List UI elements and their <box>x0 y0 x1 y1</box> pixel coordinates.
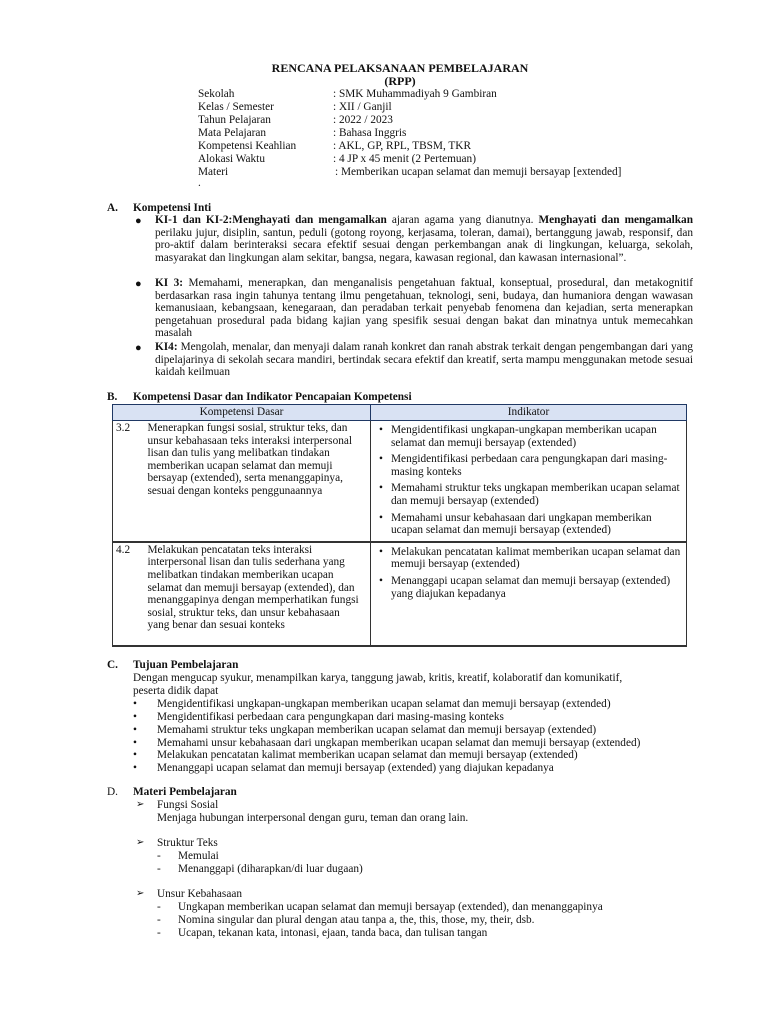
ki-text: Memahami, menerapkan, dan menganalisis pengetahuan faktual, konseptual, prosedural, dan metakognitif berdasarkan rasa ingin tahunya tentang ilmu pengetahuan, teknologi, seni, budaya, dan humaniora dengan wawasan kemanusiaan, kebangsaan, kenegaraan, dan peradaban terkait penyebab fenomena dan kejadian, serta menerapkan pengetahuan prosedural pada bidang kajian yang spesifik sesuai dengan bakat dan minatnya untuk memecahkan masalah <box>155 277 693 340</box>
ki-label: KI 3: <box>155 277 184 289</box>
indicator-list <box>371 421 687 542</box>
dash-bullet: - <box>157 901 161 913</box>
bullet-icon: • <box>133 711 137 723</box>
arrow-bullet-icon: ➢ <box>136 888 145 899</box>
material-item: Nomina singular dan plural dengan atau tanpa a, the, this, those, my, their, dsb. <box>178 914 535 926</box>
column-header-kd: Kompetensi Dasar <box>113 405 371 421</box>
arrow-bullet-icon: ➢ <box>136 799 145 810</box>
bullet-icon: ● <box>135 278 142 290</box>
section-letter: A. <box>107 202 118 214</box>
goal-item: Mengidentifikasi ungkapan-ungkapan memberikan ucapan selamat dan memuji bersayap (extended) <box>157 698 611 710</box>
table-header-row <box>113 405 687 421</box>
document-title: RENCANA PELAKSANAAN PEMBELAJARAN <box>271 61 529 75</box>
ki-label: KI4: <box>155 341 178 353</box>
identity-label: Alokasi Waktu <box>198 153 265 165</box>
material-subheading: Struktur Teks <box>157 837 218 849</box>
material-subheading: Fungsi Sosial <box>157 799 219 811</box>
ki-text: Mengolah, menalar, dan menyaji dalam ranah konkret dan ranah abstrak terkait dengan pengembangan dari yang dipelajarinya di sekolah secara mandiri, bertindak secara efektif dan kreatif, serta mampu menggunakan metode sesuai kaidah keilmuan <box>155 341 693 379</box>
material-item: Menanggapi (diharapkan/di luar dugaan) <box>178 863 363 875</box>
ki-1-2-paragraph <box>155 214 693 264</box>
goal-intro: Dengan mengucap syukur, menampilkan karya, tanggung jawab, kritis, kreatif, kolaboratif dan komunikatif, <box>133 672 623 684</box>
material-item: Ucapan, tekanan kata, intonasi, ejaan, tanda baca, dan tulisan tangan <box>178 927 488 939</box>
identity-label: Sekolah <box>198 88 235 100</box>
column-header-indicator: Indikator <box>371 405 687 421</box>
identity-value: : Memberikan ucapan selamat dan memuji bersayap [extended] <box>335 166 622 178</box>
section-title: Materi Pembelajaran <box>133 786 237 798</box>
section-d-heading <box>107 786 237 799</box>
bullet-icon: ● <box>135 342 142 354</box>
identity-dot: . <box>198 177 201 189</box>
document-subtitle: (RPP) <box>384 74 416 88</box>
dash-bullet: - <box>157 927 161 939</box>
section-letter: D. <box>107 786 118 798</box>
kd-number: 4.2 <box>113 542 146 646</box>
section-title: Kompetensi Dasar dan Indikator Pencapaian Kompetensi <box>133 391 412 403</box>
dash-bullet: - <box>157 850 161 862</box>
goal-intro: peserta didik dapat <box>133 685 219 697</box>
kd-number: 3.2 <box>113 421 146 542</box>
ki-text: perilaku jujur, disiplin, santun, peduli (gotong royong, kerjasama, toleran, damai), bertanggung jawab, responsif, dan pro-aktif dalam berinteraksi secara efektif sesuai dengan perkembangan anak di lingkungan, keluarga, sekolah, masyarakat dan lingkungan alam sekitar, bangsa, negara, kawasan regional, dan kawasan internasional”. <box>155 226 693 264</box>
indicator-item: • Memahami struktur teks ungkapan memberikan ucapan selamat dan memuji bersayap (extended) <box>379 482 682 507</box>
identity-value: : Bahasa Inggris <box>333 127 407 139</box>
indicator-item: • Mengidentifikasi perbedaan cara pengungkapan dari masing-masing konteks <box>379 453 682 478</box>
identity-value: : 2022 / 2023 <box>333 114 393 126</box>
arrow-bullet-icon: ➢ <box>136 837 145 848</box>
dash-bullet: - <box>157 863 161 875</box>
identity-value: : AKL, GP, RPL, TBSM, TKR <box>333 140 472 152</box>
bullet-icon: • <box>133 749 137 761</box>
material-text: Menjaga hubungan interpersonal dengan guru, teman dan orang lain. <box>157 812 469 824</box>
ki-4-paragraph <box>155 341 693 379</box>
bullet-icon: • <box>133 724 137 736</box>
table-row <box>113 542 687 646</box>
material-item: Memulai <box>178 850 219 862</box>
indicator-list <box>371 542 687 646</box>
section-title: Tujuan Pembelajaran <box>133 659 239 671</box>
goal-item: Melakukan pencatatan kalimat memberikan ucapan selamat dan memuji bersayap (extended) <box>157 749 578 761</box>
material-item: Ungkapan memberikan ucapan selamat dan memuji bersayap (extended), dan menanggapinya <box>178 901 603 913</box>
section-title: Kompetensi Inti <box>133 202 212 214</box>
indicator-item: • Memahami unsur kebahasaan dari ungkapan memberikan ucapan selamat dan memuji bersayap (extended) <box>379 512 682 537</box>
bullet-icon: • <box>133 698 137 710</box>
indicator-item: • Menanggapi ucapan selamat dan memuji bersayap (extended) yang diajukan kepadanya <box>379 575 682 600</box>
bullet-icon: • <box>133 737 137 749</box>
goal-item: Mengidentifikasi perbedaan cara pengungkapan dari masing-masing konteks <box>157 711 504 723</box>
identity-label: Materi <box>198 166 229 178</box>
kd-description: Menerapkan fungsi sosial, struktur teks, dan unsur kebahasaan teks interaksi interpersonal lisan dan tulis yang melibatkan tindakan memberikan ucapan selamat dan memuji bersayap (extended), serta menanggapinya, sesuai dengan konteks penggunaannya <box>146 421 371 542</box>
table-row <box>113 421 687 542</box>
section-letter: C. <box>107 659 118 671</box>
bullet-icon: ● <box>135 215 142 227</box>
identity-label: Mata Pelajaran <box>198 127 267 139</box>
identity-value: : XII / Ganjil <box>333 101 392 113</box>
goal-item: Menanggapi ucapan selamat dan memuji bersayap (extended) yang diajukan kepadanya <box>157 762 554 774</box>
ki-emphasis: Menghayati dan mengamalkan <box>538 214 693 226</box>
identity-value: : SMK Muhammadiyah 9 Gambiran <box>333 88 497 100</box>
section-a-heading <box>107 202 211 215</box>
section-c-heading <box>107 659 238 672</box>
section-b-heading <box>107 391 412 404</box>
section-letter: B. <box>107 391 118 403</box>
dash-bullet: - <box>157 914 161 926</box>
ki-text: ajaran agama yang dianutnya. <box>386 214 539 226</box>
material-subheading: Unsur Kebahasaan <box>157 888 243 900</box>
identity-label: Tahun Pelajaran <box>198 114 271 126</box>
identity-label: Kompetensi Keahlian <box>198 140 297 152</box>
identity-label: Kelas / Semester <box>198 101 274 113</box>
ki-3-paragraph <box>155 277 693 340</box>
competency-table <box>112 404 687 647</box>
bullet-icon: • <box>133 762 137 774</box>
indicator-item: • Mengidentifikasi ungkapan-ungkapan memberikan ucapan selamat dan memuji bersayap (extended) <box>379 424 682 449</box>
ki-label: KI-1 dan KI-2:Menghayati dan mengamalkan <box>155 214 387 226</box>
goal-item: Memahami struktur teks ungkapan memberikan ucapan selamat dan memuji bersayap (extended) <box>157 724 597 736</box>
identity-value: : 4 JP x 45 menit (2 Pertemuan) <box>333 153 476 165</box>
goal-item: Memahami unsur kebahasaan dari ungkapan memberikan ucapan selamat dan memuji bersayap (extended) <box>157 737 641 749</box>
kd-description: Melakukan pencatatan teks interaksi interpersonal lisan dan tulis sederhana yang melibatkan tindakan memberikan ucapan selamat dan memuji bersayap (extended), dan menanggapinya dengan memperhatikan fungsi sosial, struktur teks, dan unsur kebahasaan yang benar dan sesuai konteks <box>146 542 371 646</box>
indicator-item: • Melakukan pencatatan kalimat memberikan ucapan selamat dan memuji bersayap (extended) <box>379 546 682 571</box>
